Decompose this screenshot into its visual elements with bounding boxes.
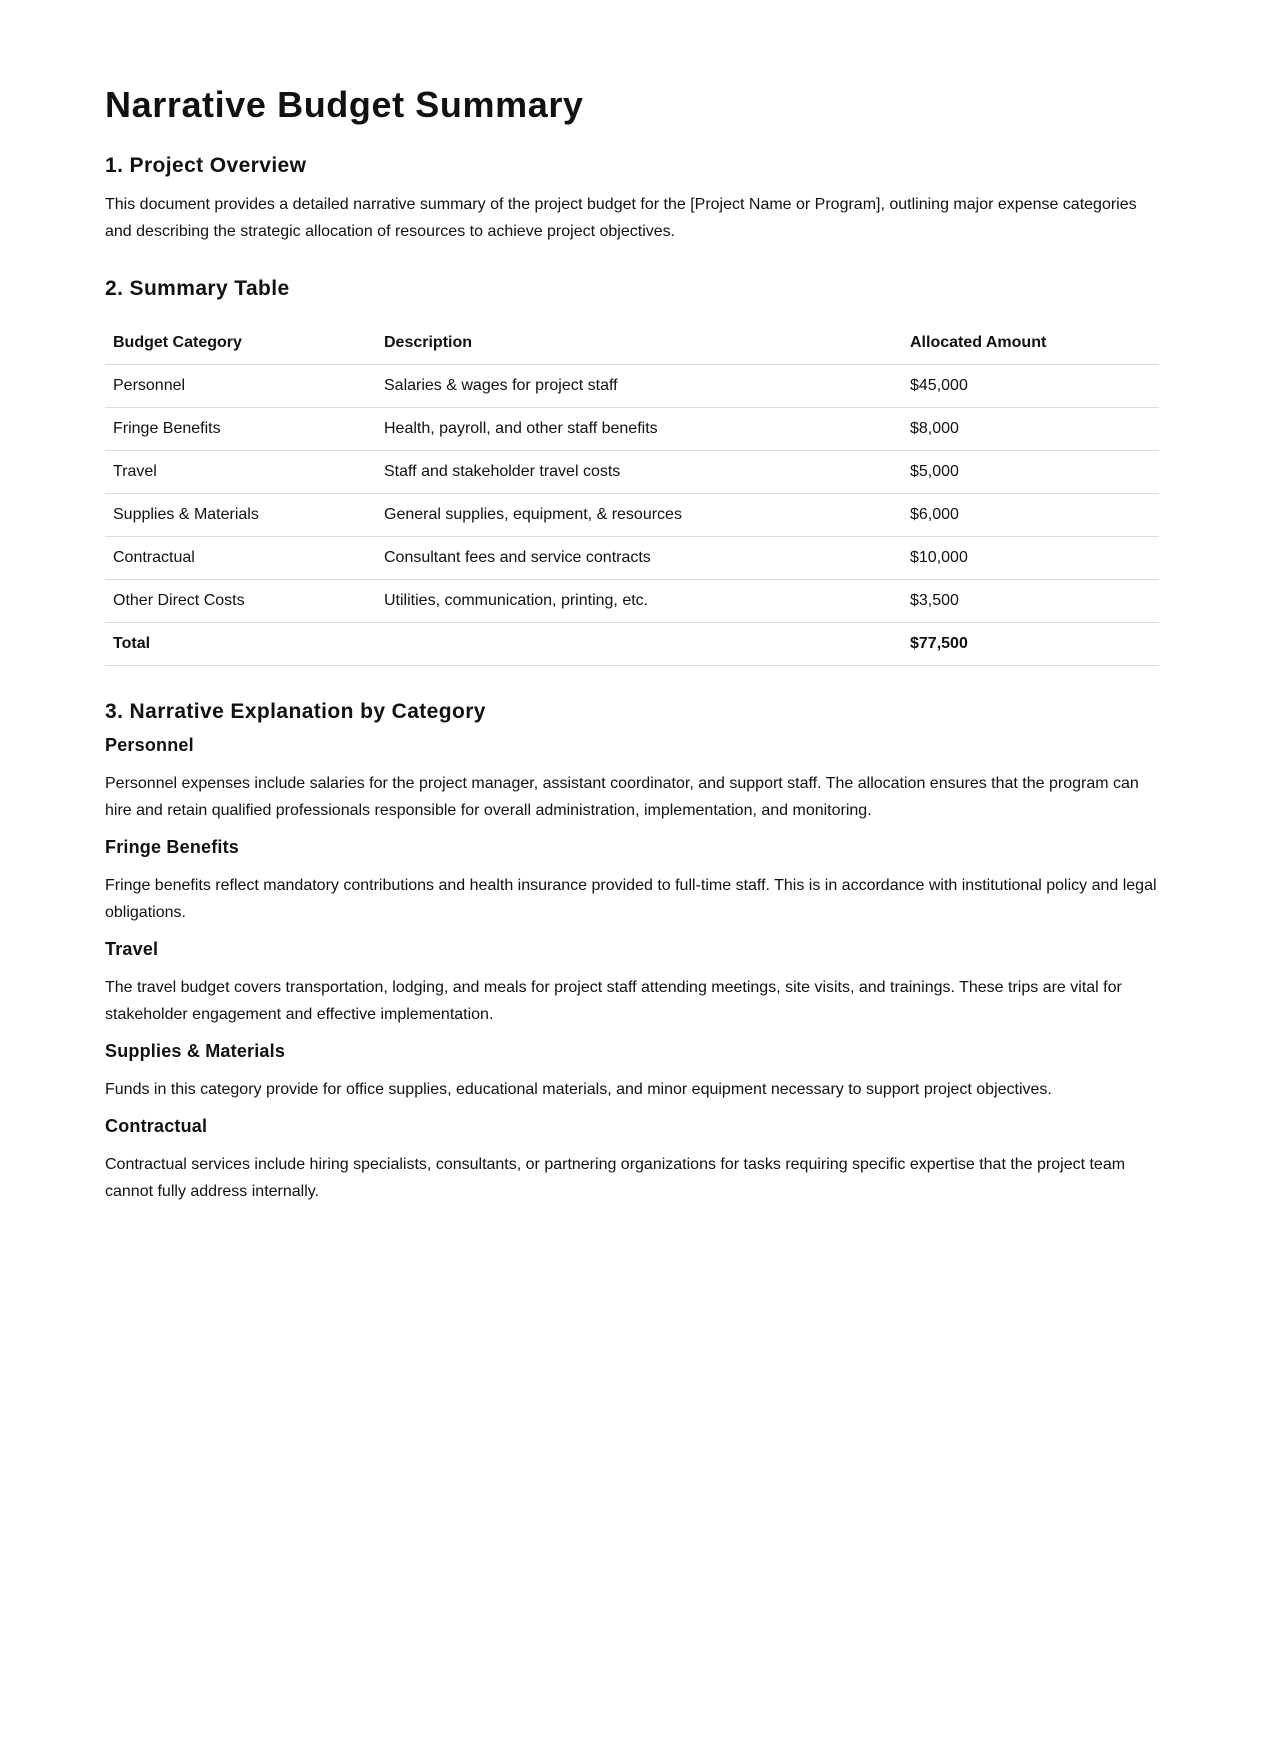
table-total-row xyxy=(105,623,1159,666)
cell-amount: $6,000 xyxy=(902,494,1159,537)
section-heading-summary-table: 2. Summary Table xyxy=(105,277,290,300)
cell-category: Personnel xyxy=(105,365,376,408)
cell-amount: $10,000 xyxy=(902,537,1159,580)
table-row xyxy=(105,408,1159,451)
paragraph-personnel: Personnel expenses include salaries for the project manager, assistant coordinator, and support staff. The allocation ensures that the program can hire and retain qualified professionals responsible for overall administration, implementation, and monitoring. xyxy=(105,775,1139,819)
cell-description: Salaries & wages for project staff xyxy=(376,365,902,408)
paragraph-travel: The travel budget covers transportation, lodging, and meals for project staff attending meetings, site visits, and trainings. These trips are vital for stakeholder engagement and effective implementation. xyxy=(105,979,1122,1023)
total-amount: $77,500 xyxy=(902,623,1159,666)
cell-category: Fringe Benefits xyxy=(105,408,376,451)
subheading-supplies-materials: Supplies & Materials xyxy=(105,1041,286,1061)
budget-summary-table xyxy=(105,322,1159,666)
cell-description: General supplies, equipment, & resources xyxy=(376,494,902,537)
cell-category: Travel xyxy=(105,451,376,494)
page-title: Narrative Budget Summary xyxy=(105,84,584,125)
paragraph-fringe-benefits: Fringe benefits reflect mandatory contributions and health insurance provided to full-time staff. This is in accordance with institutional policy and legal obligations. xyxy=(105,877,1157,921)
subheading-contractual: Contractual xyxy=(105,1116,208,1136)
section-heading-overview: 1. Project Overview xyxy=(105,154,307,177)
table-header-row xyxy=(105,322,1159,365)
cell-description: Staff and stakeholder travel costs xyxy=(376,451,902,494)
cell-amount: $3,500 xyxy=(902,580,1159,623)
table-row xyxy=(105,451,1159,494)
subheading-travel: Travel xyxy=(105,939,159,959)
paragraph-contractual: Contractual services include hiring specialists, consultants, or partnering organizations for tasks requiring specific expertise that the project team cannot fully address internally. xyxy=(105,1156,1126,1200)
table-row xyxy=(105,537,1159,580)
overview-paragraph: This document provides a detailed narrative summary of the project budget for the [Project Name or Program], outlining major expense categories and describing the strategic allocation of resources to achieve project objectives. xyxy=(105,196,1137,240)
cell-category: Other Direct Costs xyxy=(105,580,376,623)
table-row xyxy=(105,365,1159,408)
section-heading-narrative: 3. Narrative Explanation by Category xyxy=(105,700,486,723)
table-row xyxy=(105,580,1159,623)
cell-description: Utilities, communication, printing, etc. xyxy=(376,580,902,623)
cell-category: Supplies & Materials xyxy=(105,494,376,537)
subheading-fringe-benefits: Fringe Benefits xyxy=(105,837,240,857)
cell-description: Consultant fees and service contracts xyxy=(376,537,902,580)
total-description-empty xyxy=(376,623,902,666)
column-header-amount: Allocated Amount xyxy=(902,322,1159,365)
cell-category: Contractual xyxy=(105,537,376,580)
paragraph-supplies-materials: Funds in this category provide for office supplies, educational materials, and minor equipment necessary to support project objectives. xyxy=(105,1081,1052,1098)
column-header-description: Description xyxy=(376,322,902,365)
cell-amount: $8,000 xyxy=(902,408,1159,451)
column-header-category: Budget Category xyxy=(105,322,376,365)
total-label: Total xyxy=(105,623,376,666)
subheading-personnel: Personnel xyxy=(105,735,194,755)
cell-amount: $5,000 xyxy=(902,451,1159,494)
cell-amount: $45,000 xyxy=(902,365,1159,408)
table-row xyxy=(105,494,1159,537)
cell-description: Health, payroll, and other staff benefits xyxy=(376,408,902,451)
